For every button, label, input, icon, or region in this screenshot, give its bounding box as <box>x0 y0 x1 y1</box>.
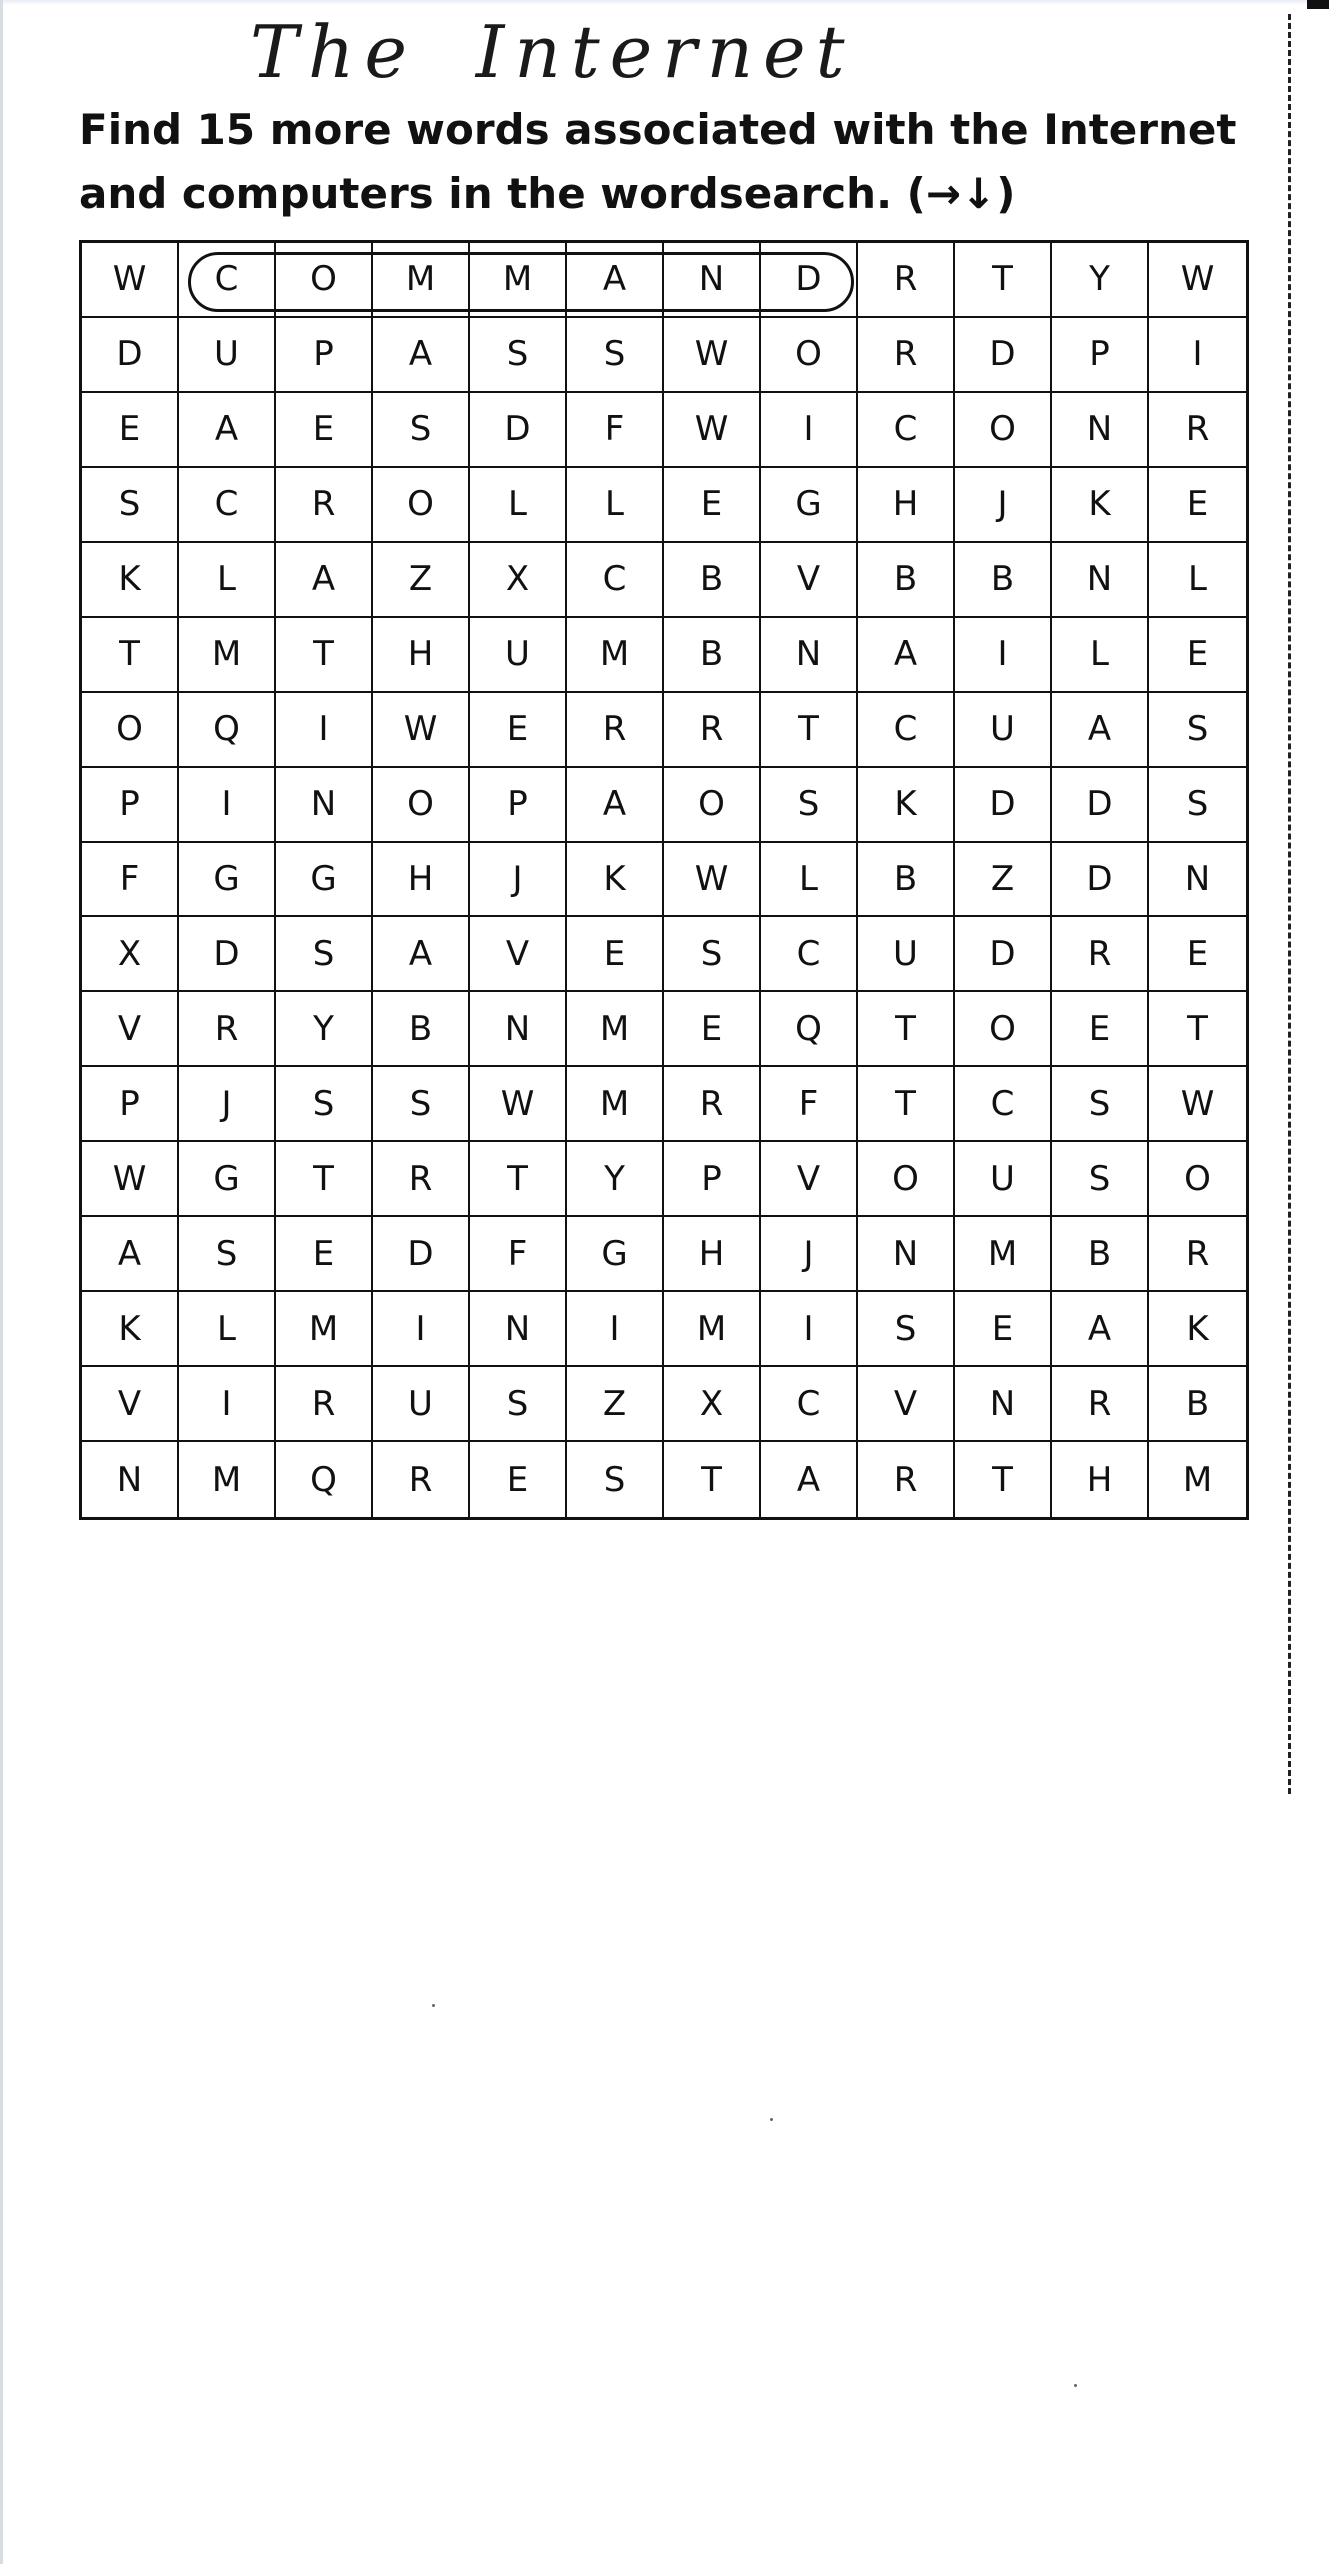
scan-speck <box>770 2118 773 2121</box>
grid-cell: I <box>567 1292 664 1367</box>
grid-cell: D <box>373 1217 470 1292</box>
grid-cell: B <box>373 992 470 1067</box>
grid-cell: K <box>82 1292 179 1367</box>
grid-cell: B <box>1052 1217 1149 1292</box>
grid-cell: M <box>470 243 567 318</box>
wordsearch-grid <box>79 240 1249 1520</box>
grid-cell: I <box>761 1292 858 1367</box>
grid-cell: M <box>179 1442 276 1517</box>
grid-cell: Z <box>955 843 1052 918</box>
grid-cell: M <box>567 1067 664 1142</box>
scan-top-shade <box>0 0 1329 5</box>
grid-cell: S <box>1149 693 1246 768</box>
grid-cell: Z <box>567 1367 664 1442</box>
grid-cell: Q <box>761 992 858 1067</box>
grid-cell: E <box>470 1442 567 1517</box>
grid-cell: K <box>567 843 664 918</box>
grid-cell: J <box>470 843 567 918</box>
grid-cell: O <box>664 768 761 843</box>
grid-cell: W <box>1149 1067 1246 1142</box>
grid-cell: U <box>955 693 1052 768</box>
grid-cell: N <box>858 1217 955 1292</box>
grid-cell: L <box>761 843 858 918</box>
grid-cell: A <box>276 543 373 618</box>
grid-cell: T <box>955 1442 1052 1517</box>
grid-cell: Z <box>373 543 470 618</box>
grid-cell: S <box>1149 768 1246 843</box>
grid-cell: C <box>761 1367 858 1442</box>
grid-cell: F <box>82 843 179 918</box>
grid-cell: G <box>761 468 858 543</box>
grid-cell: V <box>82 1367 179 1442</box>
scan-speck <box>1074 2384 1077 2387</box>
grid-cell: L <box>179 1292 276 1367</box>
grid-cell: P <box>664 1142 761 1217</box>
grid-cell: R <box>179 992 276 1067</box>
grid-cell: X <box>470 543 567 618</box>
grid-cell: R <box>858 243 955 318</box>
grid-cell: T <box>470 1142 567 1217</box>
grid-cell: P <box>1052 318 1149 393</box>
grid-cell: E <box>470 693 567 768</box>
corner-mark <box>1307 0 1329 9</box>
grid-cell: E <box>1149 917 1246 992</box>
grid-cell: N <box>955 1367 1052 1442</box>
grid-cell: L <box>1149 543 1246 618</box>
grid-cell: R <box>858 318 955 393</box>
grid-cell: S <box>470 318 567 393</box>
grid-cell: S <box>664 917 761 992</box>
grid-cell: S <box>1052 1142 1149 1217</box>
grid-cell: G <box>567 1217 664 1292</box>
grid-cell: N <box>470 1292 567 1367</box>
grid-cell: O <box>276 243 373 318</box>
grid-cell: C <box>858 693 955 768</box>
grid-cell: C <box>858 393 955 468</box>
grid-cell: C <box>179 468 276 543</box>
grid-cell: P <box>82 1067 179 1142</box>
grid-cell: B <box>955 543 1052 618</box>
grid-cell: G <box>276 843 373 918</box>
grid-cell: S <box>276 1067 373 1142</box>
grid-cell: T <box>761 693 858 768</box>
grid-cell: H <box>664 1217 761 1292</box>
grid-cell: I <box>955 618 1052 693</box>
grid-cell: D <box>1052 843 1149 918</box>
grid-cell: C <box>955 1067 1052 1142</box>
grid-cell: B <box>858 543 955 618</box>
grid-cell: R <box>664 693 761 768</box>
grid-cell: E <box>1149 468 1246 543</box>
grid-cell: N <box>276 768 373 843</box>
grid-cell: T <box>82 618 179 693</box>
grid-cell: A <box>1052 693 1149 768</box>
grid-cell: R <box>276 468 373 543</box>
grid-cell: M <box>955 1217 1052 1292</box>
grid-cell: V <box>470 917 567 992</box>
grid-cell: Y <box>1052 243 1149 318</box>
grid-cell: F <box>470 1217 567 1292</box>
grid-cell: A <box>567 768 664 843</box>
grid-cell: M <box>276 1292 373 1367</box>
grid-cell: E <box>276 1217 373 1292</box>
grid-cell: T <box>1149 992 1246 1067</box>
grid-cell: I <box>179 1367 276 1442</box>
grid-cell: C <box>179 243 276 318</box>
grid-cell: E <box>1052 992 1149 1067</box>
grid-cell: P <box>276 318 373 393</box>
grid-cell: D <box>1052 768 1149 843</box>
grid-cell: R <box>858 1442 955 1517</box>
grid-cell: G <box>179 843 276 918</box>
grid-cell: N <box>664 243 761 318</box>
grid-cell: L <box>1052 618 1149 693</box>
grid-cell: M <box>1182 1459 1213 1500</box>
grid-cell: Q <box>276 1442 373 1517</box>
grid-cell: A <box>1052 1292 1149 1367</box>
grid-cell: K <box>858 768 955 843</box>
grid-cell: S <box>1052 1067 1149 1142</box>
grid-cell: A <box>858 618 955 693</box>
grid-cell: D <box>82 318 179 393</box>
grid-cell: E <box>567 917 664 992</box>
grid-cell: J <box>761 1217 858 1292</box>
scan-speck <box>432 2004 435 2007</box>
grid-cell: V <box>761 1142 858 1217</box>
grid-cell: K <box>1149 1292 1246 1367</box>
grid-cell: W <box>664 318 761 393</box>
grid-cell: N <box>761 618 858 693</box>
grid-cell: E <box>664 992 761 1067</box>
grid-cell: R <box>1149 393 1246 468</box>
grid-cell: A <box>567 243 664 318</box>
grid-cell: T <box>858 992 955 1067</box>
grid-cell: K <box>1052 468 1149 543</box>
worksheet-title: The Internet <box>250 10 855 94</box>
grid-cell: U <box>179 318 276 393</box>
grid-cell: R <box>1052 917 1149 992</box>
grid-cell: W <box>82 1142 179 1217</box>
grid-cell: F <box>567 393 664 468</box>
grid-cell: R <box>1149 1217 1246 1292</box>
grid-cell: E <box>955 1292 1052 1367</box>
grid-cell: E <box>664 468 761 543</box>
grid-cell: S <box>373 1067 470 1142</box>
grid-cell: E <box>276 393 373 468</box>
grid-cell: X <box>82 917 179 992</box>
grid-cell: J <box>179 1067 276 1142</box>
grid-cell: W <box>1149 243 1246 318</box>
grid-cell: O <box>955 992 1052 1067</box>
grid-cell: S <box>82 468 179 543</box>
grid-cell: U <box>955 1142 1052 1217</box>
scan-left-edge <box>0 0 3 2564</box>
grid-cell: M <box>664 1292 761 1367</box>
grid-cell: L <box>567 468 664 543</box>
grid-cell: L <box>470 468 567 543</box>
grid-cell: S <box>858 1292 955 1367</box>
grid-cell: H <box>373 618 470 693</box>
grid-cell: U <box>470 618 567 693</box>
grid-cell: T <box>955 243 1052 318</box>
grid-cell: X <box>664 1367 761 1442</box>
grid-cell: N <box>82 1442 179 1517</box>
grid-cell: O <box>955 393 1052 468</box>
grid-cell: I <box>761 393 858 468</box>
grid-cell: R <box>567 693 664 768</box>
grid-cell: R <box>276 1367 373 1442</box>
grid-cell: M <box>567 992 664 1067</box>
grid-cell: F <box>761 1067 858 1142</box>
grid-cell: Y <box>567 1142 664 1217</box>
grid-cell: U <box>858 917 955 992</box>
grid-cell: V <box>82 992 179 1067</box>
grid-cell: N <box>1052 543 1149 618</box>
grid-cell: W <box>470 1067 567 1142</box>
grid-cell: J <box>955 468 1052 543</box>
grid-cell: A <box>179 393 276 468</box>
grid-cell: O <box>761 318 858 393</box>
instructions-text: Find 15 more words associated with the Internet and computers in the wordsearch. (→↓) <box>79 105 1237 218</box>
grid-cell: U <box>373 1367 470 1442</box>
grid-cell: N <box>1149 843 1246 918</box>
grid-cell: Y <box>276 992 373 1067</box>
grid-cell: W <box>664 843 761 918</box>
grid-cell: A <box>82 1217 179 1292</box>
grid-cell: B <box>1149 1367 1246 1442</box>
grid-cell: H <box>1052 1442 1149 1517</box>
grid-cell: P <box>82 768 179 843</box>
grid-cell: T <box>276 618 373 693</box>
grid-cell: B <box>664 618 761 693</box>
grid-cell: N <box>470 992 567 1067</box>
grid-cell: R <box>664 1067 761 1142</box>
grid-cell: O <box>373 468 470 543</box>
grid-cell: E <box>82 393 179 468</box>
grid-cell: S <box>179 1217 276 1292</box>
grid-cell: C <box>761 917 858 992</box>
grid-cell: D <box>955 768 1052 843</box>
grid-cell: M <box>567 618 664 693</box>
grid-cell: A <box>373 318 470 393</box>
grid-cell: B <box>858 843 955 918</box>
grid-cell: S <box>276 917 373 992</box>
grid-cell: T <box>858 1067 955 1142</box>
grid-cell: O <box>373 768 470 843</box>
grid-cell: S <box>470 1367 567 1442</box>
grid-cell: A <box>761 1442 858 1517</box>
grid-cell: C <box>567 543 664 618</box>
grid-cell: H <box>373 843 470 918</box>
grid-cell: W <box>373 693 470 768</box>
grid-cell: H <box>858 468 955 543</box>
grid-cell: I <box>1149 318 1246 393</box>
grid-cell: O <box>858 1142 955 1217</box>
dashed-cut-line <box>1288 14 1291 1794</box>
grid-cell: D <box>761 243 858 318</box>
grid-cell: G <box>179 1142 276 1217</box>
grid-cell: P <box>470 768 567 843</box>
grid-cell: M <box>373 243 470 318</box>
grid-cell: D <box>470 393 567 468</box>
grid-cell: B <box>664 543 761 618</box>
grid-cell: M <box>179 618 276 693</box>
grid-cell: L <box>179 543 276 618</box>
grid-cell: V <box>761 543 858 618</box>
grid-cell: S <box>761 768 858 843</box>
grid-cell: W <box>82 243 179 318</box>
grid-cell: I <box>373 1292 470 1367</box>
grid-cell: R <box>373 1142 470 1217</box>
grid-cell: A <box>373 917 470 992</box>
grid-cell: I <box>276 693 373 768</box>
grid-cell: N <box>1052 393 1149 468</box>
grid-cell: I <box>179 768 276 843</box>
grid-cell: T <box>664 1442 761 1517</box>
grid-cell: R <box>373 1442 470 1517</box>
grid-cell: S <box>567 318 664 393</box>
grid-cell: V <box>858 1367 955 1442</box>
grid-cell: S <box>567 1442 664 1517</box>
grid-cell: D <box>955 917 1052 992</box>
grid-cell: T <box>276 1142 373 1217</box>
grid-cell: O <box>1149 1142 1246 1217</box>
grid-cell: K <box>82 543 179 618</box>
grid-cell: S <box>373 393 470 468</box>
grid-cell: D <box>955 318 1052 393</box>
grid-cell: E <box>1149 618 1246 693</box>
grid-cell: W <box>664 393 761 468</box>
grid-cell: O <box>82 693 179 768</box>
grid-cell: R <box>1052 1367 1149 1442</box>
grid-cell: D <box>179 917 276 992</box>
grid-cell: Q <box>179 693 276 768</box>
